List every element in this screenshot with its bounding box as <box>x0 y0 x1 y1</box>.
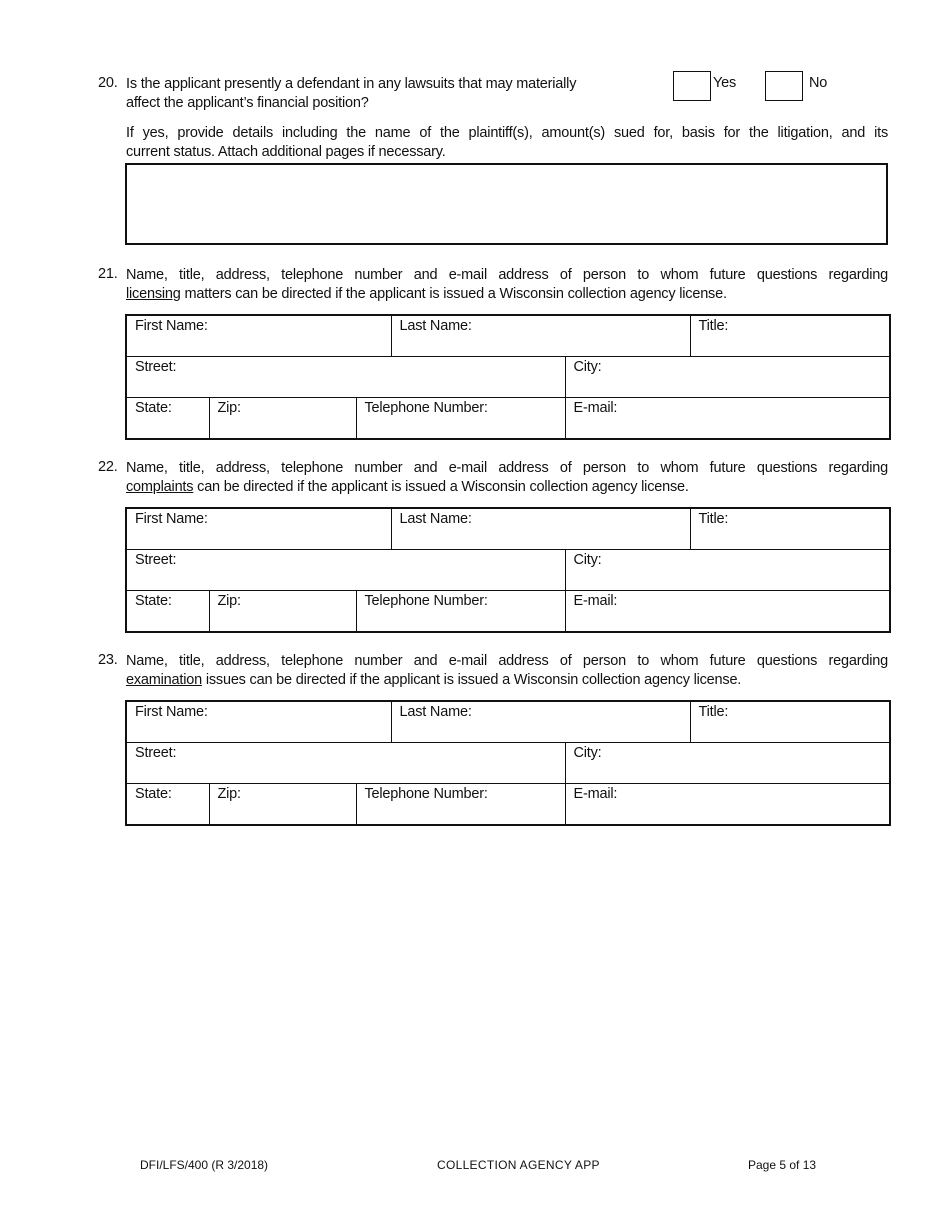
city-field[interactable]: City: <box>565 743 890 784</box>
zip-field[interactable]: Zip: <box>209 784 356 826</box>
state-field[interactable]: State: <box>126 398 209 440</box>
email-field[interactable]: E-mail: <box>565 784 890 826</box>
last-name-field[interactable]: Last Name: <box>391 508 690 550</box>
yes-checkbox[interactable] <box>673 71 711 101</box>
question-20-text <box>126 75 576 113</box>
email-field[interactable]: E-mail: <box>565 398 890 440</box>
question-23-text <box>126 652 888 690</box>
emphasis-examination: examination <box>126 672 202 688</box>
no-label: No <box>809 75 828 91</box>
no-checkbox[interactable] <box>765 71 803 101</box>
zip-field[interactable]: Zip: <box>209 398 356 440</box>
question-22-text <box>126 459 888 497</box>
emphasis-licensing: licensing <box>126 286 181 302</box>
state-field[interactable]: State: <box>126 591 209 633</box>
first-name-field[interactable]: First Name: <box>126 508 391 550</box>
title-field[interactable]: Title: <box>690 701 890 743</box>
telephone-field[interactable]: Telephone Number: <box>356 398 565 440</box>
title-field[interactable]: Title: <box>690 315 890 357</box>
question-21-line-2 <box>126 285 888 304</box>
first-name-field[interactable]: First Name: <box>126 701 391 743</box>
complaints-contact-table <box>125 507 891 633</box>
city-field[interactable]: City: <box>565 357 890 398</box>
first-name-field[interactable]: First Name: <box>126 315 391 357</box>
footer-form-id: DFI/LFS/400 (R 3/2018) <box>140 1158 269 1172</box>
question-23-line-2-rest: issues can be directed if the applicant is issued a Wisconsin collection agency license. <box>202 672 742 688</box>
telephone-field[interactable]: Telephone Number: <box>356 591 565 633</box>
street-field[interactable]: Street: <box>126 743 565 784</box>
licensing-contact-table <box>125 314 891 440</box>
question-23-line-2 <box>126 671 888 690</box>
city-field[interactable]: City: <box>565 550 890 591</box>
question-20-details <box>126 124 888 162</box>
state-field[interactable]: State: <box>126 784 209 826</box>
question-23-line-1: Name, title, address, telephone number and e-mail address of person to whom future questions regarding <box>126 653 888 669</box>
emphasis-complaints: complaints <box>126 479 194 495</box>
question-22-line-2 <box>126 478 888 497</box>
telephone-field[interactable]: Telephone Number: <box>356 784 565 826</box>
zip-field[interactable]: Zip: <box>209 591 356 633</box>
title-field[interactable]: Title: <box>690 508 890 550</box>
yes-label: Yes <box>713 75 737 91</box>
last-name-field[interactable]: Last Name: <box>391 701 690 743</box>
question-21-line-1: Name, title, address, telephone number and e-mail address of person to whom future questions regarding <box>126 267 888 283</box>
footer-page-number: Page 5 of 13 <box>748 1158 817 1172</box>
street-field[interactable]: Street: <box>126 550 565 591</box>
email-field[interactable]: E-mail: <box>565 591 890 633</box>
street-field[interactable]: Street: <box>126 357 565 398</box>
question-20-number: 20. <box>98 75 118 91</box>
question-20-line-1: Is the applicant presently a defendant in any lawsuits that may materially <box>126 76 577 92</box>
question-23-number: 23. <box>98 652 118 668</box>
question-21-text <box>126 266 888 304</box>
question-20-line-2: affect the applicant’s financial position? <box>126 95 369 111</box>
last-name-field[interactable]: Last Name: <box>391 315 690 357</box>
question-21-number: 21. <box>98 266 118 282</box>
question-20-details-line-1: If yes, provide details including the name of the plaintiff(s), amount(s) sued for, basis for the litigation, and its <box>126 125 888 141</box>
lawsuit-details-textarea[interactable] <box>125 163 888 245</box>
question-20-details-line-2: current status. Attach additional pages if necessary. <box>126 144 446 160</box>
question-21-line-2-rest: matters can be directed if the applicant is issued a Wisconsin collection agency license. <box>180 286 727 302</box>
question-22-line-2-rest: can be directed if the applicant is issued a Wisconsin collection agency license. <box>193 479 689 495</box>
question-22-number: 22. <box>98 459 118 475</box>
question-22-line-1: Name, title, address, telephone number and e-mail address of person to whom future questions regarding <box>126 460 888 476</box>
footer-form-name: COLLECTION AGENCY APP <box>437 1158 600 1172</box>
examination-contact-table <box>125 700 891 826</box>
